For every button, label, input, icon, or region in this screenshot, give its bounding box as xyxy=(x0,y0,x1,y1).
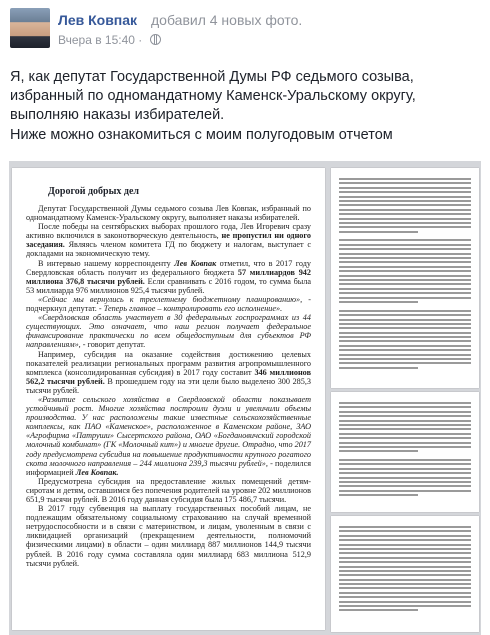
post-text xyxy=(10,68,480,145)
post-meta xyxy=(58,33,161,47)
post-timestamp-link[interactable]: Вчера в 15:40 xyxy=(58,33,135,47)
document-text-lines xyxy=(339,526,471,614)
document-title: Дорогой добрых дел xyxy=(48,186,140,197)
photo-document-page-2[interactable] xyxy=(331,168,479,388)
post-header xyxy=(10,8,480,52)
post-text-paragraph-1: Я, как депутат Государственной Думы РФ седьмого созыва, избранный по одномандатному Каменск-Уральскому округу, выполняю наказы избирателей. xyxy=(10,69,416,123)
photo-document-page-4[interactable] xyxy=(331,516,479,632)
document-text-lines xyxy=(339,178,471,371)
photo-main-document[interactable] xyxy=(12,168,325,630)
photo-document-page-3[interactable] xyxy=(331,392,479,512)
document-body: Депутат Государственной Думы седьмого созыва Лев Ковпак, избранный по одномандатному Каменск-Уральскому округу, выполняет наказы избирателей. После победы на сентябрьских выборах прошлого года, Лев Игоревич сразу активно включился в законотворческую деятельность, не пропустил ни одного заседания. Являясь членом комитета ГД по бюджету и налогам, выступает с докладами на экономическую тему. В интервью нашему корреспонденту Лев Ковпак отметил, что в 2017 году Свердловская область получит из федерального бюджета 57 миллиардов 942 миллиона 376,8 тысячи рублей. Если сравнивать с 2016 годом, то сумма была 53 миллиарда 976 миллионов 925,4 тысячи рублей. «Сейчас мы вернулись к трехлетнему бюджетному планированию», - подчеркнул депутат. - Теперь главное – контролировать его исполнение». «Свердловская область участвует в 30 федеральных госпрограммах из 44 существующих. Это означает, что наш регион получает федеральное финансирование практически по всем общедоступным для субъектов РФ направлениям», - говорит депутат. Например, субсидия на оказание содействия достижению целевых показателей реализации региональных программ развития агропромышленного комплекса (консолидированная субсидия) в 2017 году составит 346 миллионов 562,2 тысячи рублей. В прошедшем году на эти цели было выделено 300 285,3 тысячи рублей. «Развитие сельского хозяйства в Свердловской области показывает устойчивый рост. Многие хозяйства построили дуэли и увеличили объемы производства. У нас расположены такие известные сельскохозяйственные комплексы, как ПАО «Каменское», расположенное в Каменском районе, ЗАО «Агрофирма «Патруши» Сысертского района, ОАО «Богдановичский городской молочный комбинат» (ГК «Молочный кит») и многие другие. Отрадно, что 2017 году предусмотрена субсидия на повышение продуктивности крупного рогатого скота молочного направления – 244 миллиона 239,3 тысячи рублей», - поделился информацией Лев Ковпак. Предусмотрена субсидия на предоставление жилых помещений детям-сиротам и детям, оставшимся без попечения родителей на уровне 202 миллионов 651,9 тысячи рублей. В 2016 году данная субсидия была 175 486,7 тысячи. В 2017 году субвенция на выплату государственных пособий лицам, не подлежащим обязательному социальному страхованию на случай временной нетрудоспособности и в связи с материнством, и лицам, уволенным в связи с ликвидацией организаций (прекращением деятельности, полномочий физическими лицами) в области – один миллиард 887 миллионов 144,9 тысячи рублей. В 2016 году сумма составляла один миллиард 683 миллиона 512,9 тысячи рублей. xyxy=(26,204,312,568)
globe-icon[interactable] xyxy=(150,34,161,45)
meta-separator: · xyxy=(138,33,143,47)
post-text-paragraph-2: Ниже можно ознакомиться с моим полугодовым отчетом xyxy=(10,127,393,143)
avatar[interactable] xyxy=(10,8,50,48)
document-text-lines xyxy=(339,402,471,499)
author-name-link[interactable]: Лев Ковпак xyxy=(58,12,138,28)
post-action-text: добавил 4 новых фото. xyxy=(151,12,303,28)
